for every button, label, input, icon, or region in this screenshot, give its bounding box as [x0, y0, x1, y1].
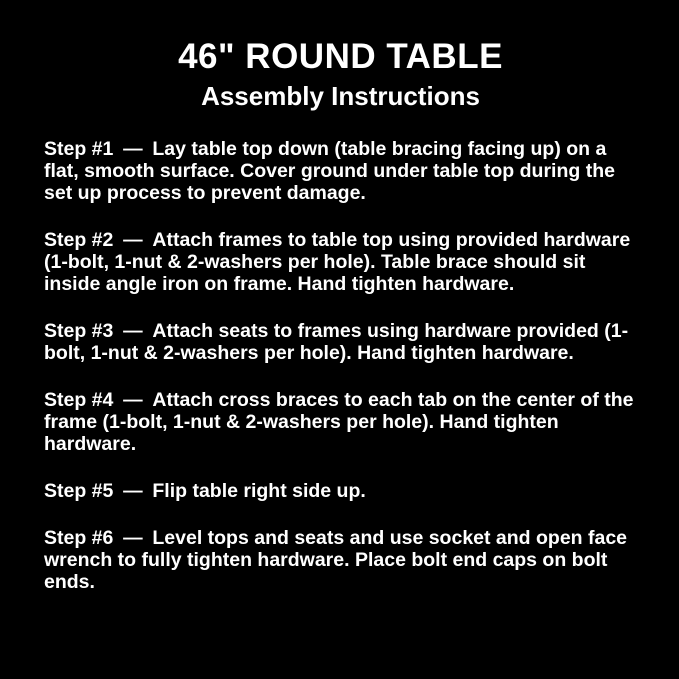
- step-5-label: Step #5: [44, 480, 114, 503]
- em-dash: —: [123, 228, 143, 251]
- step-3-text: Attach seats to frames using hardware provided (1-bolt, 1-nut & 2-washers per hole). Hand tighten hardware.: [44, 319, 629, 364]
- step-5: [44, 480, 637, 502]
- step-1: [44, 138, 637, 204]
- step-4: [44, 389, 637, 455]
- step-6: [44, 527, 637, 593]
- steps-list: [44, 138, 637, 593]
- step-6-text: Level tops and seats and use socket and open face wrench to fully tighten hardware. Place bolt end caps on bolt ends.: [44, 527, 628, 594]
- header: [44, 38, 637, 112]
- step-4-text: Attach cross braces to each tab on the center of the frame (1-bolt, 1-nut & 2-washers per hole). Hand tighten hardware.: [44, 388, 634, 455]
- em-dash: —: [123, 388, 143, 411]
- step-6-label: Step #6: [44, 527, 114, 550]
- step-2: [44, 229, 637, 295]
- page-subtitle: Assembly Instructions: [201, 80, 480, 111]
- step-1-label: Step #1: [44, 137, 114, 160]
- em-dash: —: [123, 527, 143, 550]
- step-2-label: Step #2: [44, 228, 114, 251]
- step-3-label: Step #3: [44, 319, 114, 342]
- em-dash: —: [123, 137, 143, 160]
- page-title: 46" ROUND TABLE: [178, 37, 503, 76]
- em-dash: —: [123, 319, 143, 342]
- step-5-text: Flip table right side up.: [152, 480, 366, 503]
- step-1-text: Lay table top down (table bracing facing up) on a flat, smooth surface. Cover ground under table top during the set up process to prevent damage.: [44, 137, 615, 204]
- em-dash: —: [123, 480, 143, 503]
- step-4-label: Step #4: [44, 388, 114, 411]
- step-2-text: Attach frames to table top using provided hardware (1-bolt, 1-nut & 2-washers per hole). Table brace should sit inside angle iron on frame. Hand tighten hardware.: [44, 228, 631, 295]
- step-3: [44, 320, 637, 364]
